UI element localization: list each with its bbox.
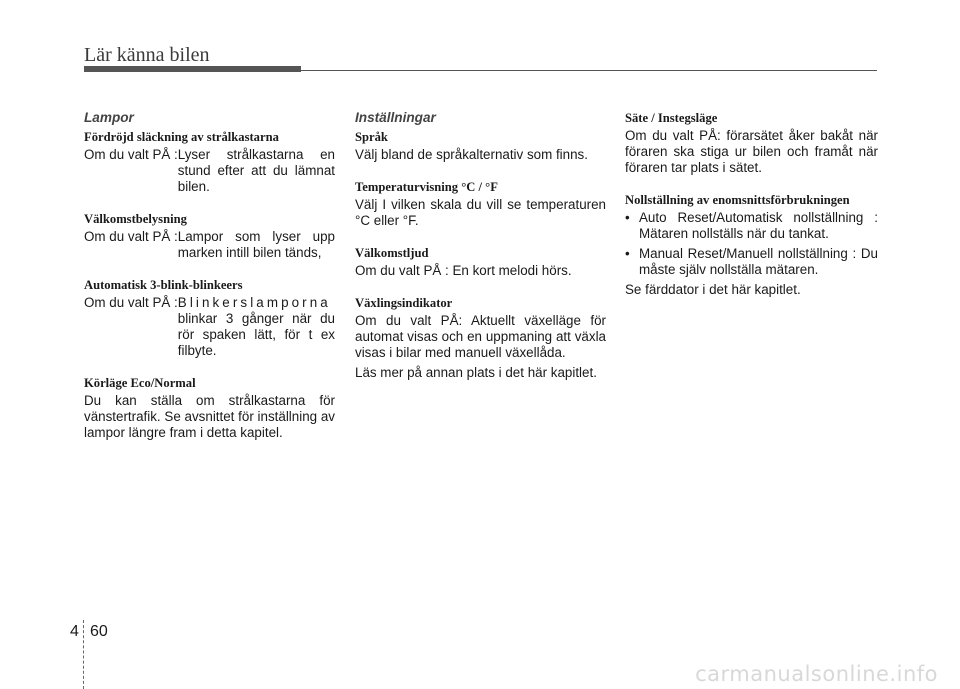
setting-valkomstbelysning [84, 229, 335, 261]
bullet-icon: • [625, 246, 630, 261]
setting-fordrojd [84, 147, 335, 195]
subheading-3-blink: Automatisk 3-blink-blinkeers [84, 278, 243, 292]
subheading-eco: Körläge Eco/Normal [84, 376, 196, 390]
paragraph-vaxlingsindikator: Om du valt PÅ: Aktuellt växelläge för automat visas och en uppmaning att växla visas i bilar med manuell växellåda. [355, 313, 606, 360]
subheading-temperatur: Temperaturvisning °C / °F [355, 180, 498, 194]
setting-value-rest: blinkar 3 gånger när du rör spaken lätt, för t ex filbyte. [177, 311, 335, 358]
footer-divider [83, 620, 84, 689]
subheading-sate: Säte / Instegsläge [625, 111, 718, 125]
header-rule-thick [84, 66, 301, 72]
setting-value: Lyser strålkastarna en stund efter att du lämnat bilen. [177, 147, 335, 194]
subheading-vaxlingsindikator: Växlingsindikator [355, 296, 453, 310]
watermark: carmanualsonline.info [695, 662, 938, 686]
subheading-valkomstbelysning: Välkomstbelysning [84, 212, 187, 226]
subheading-fordrojd: Fördröjd släckning av strålkastarna [84, 130, 279, 144]
page-number: 60 [90, 623, 108, 640]
setting-label: Om du valt PÅ : [84, 147, 178, 162]
list-item [625, 210, 878, 242]
paragraph-valkomstljud: Om du valt PÅ : En kort melodi hörs. [355, 263, 572, 278]
setting-value: Lampor som lyser upp marken intill bilen tänds, [177, 229, 335, 260]
subheading-nollstallning: Nollställning av enomsnittsförbrukningen [625, 193, 850, 207]
column-installningar [355, 110, 606, 397]
paragraph-se-farddator: Se färddator i det här kapitlet. [625, 282, 801, 297]
paragraph-sprak: Välj bland de språkalternativ som finns. [355, 147, 588, 162]
section-title-lampor: Lampor [84, 110, 134, 125]
setting-value-spaced: Blinkerslamporna [177, 295, 331, 310]
subheading-sprak: Språk [355, 130, 388, 144]
column-sate [625, 110, 878, 314]
list-item [625, 246, 878, 278]
list-item-text: Manual Reset/Manuell nollställning : Du måste själv nollställa mätaren. [639, 246, 878, 277]
subheading-valkomstljud: Välkomstljud [355, 246, 429, 260]
chapter-number: 4 [70, 623, 79, 640]
paragraph-eco: Du kan ställa om strålkastarna för vänstertrafik. Se avsnittet för inställning av lampor längre fram i detta kapitel. [84, 393, 335, 440]
column-lampor [84, 110, 335, 457]
paragraph-las-mer: Läs mer på annan plats i det här kapitlet. [355, 365, 597, 380]
section-title-installningar: Inställningar [355, 110, 436, 125]
setting-value [178, 295, 335, 359]
list-item-text: Auto Reset/Automatisk nollställning : Mätaren nollställs när du tankat. [639, 210, 878, 241]
header-rule-thin [301, 70, 877, 71]
setting-label: Om du valt PÅ : [84, 295, 178, 310]
setting-label: Om du valt PÅ : [84, 229, 178, 244]
bullet-icon: • [625, 210, 630, 225]
setting-3-blink [84, 295, 335, 359]
page-header-title: Lär känna bilen [84, 44, 210, 66]
paragraph-sate: Om du valt PÅ: förarsätet åker bakåt när föraren ska stiga ur bilen och framåt när föraren tar plats i sätet. [625, 128, 878, 175]
paragraph-temperatur: Välj I vilken skala du vill se temperaturen °C eller °F. [355, 197, 606, 228]
